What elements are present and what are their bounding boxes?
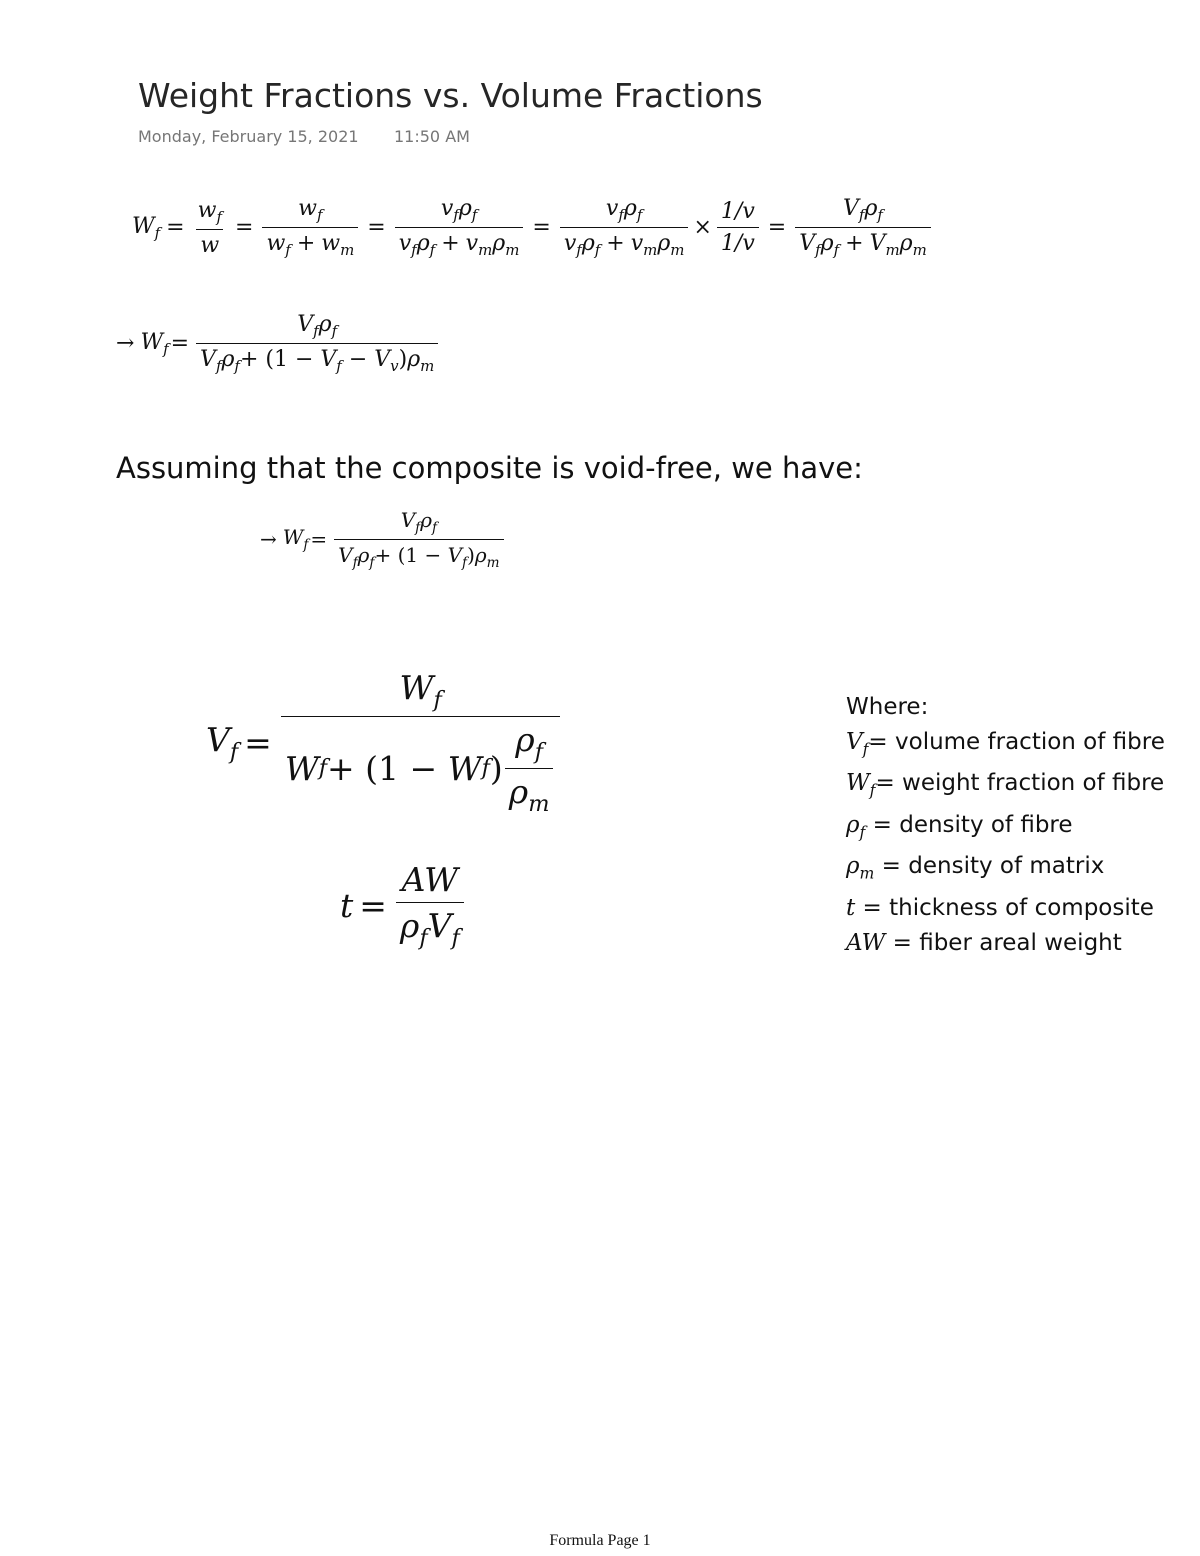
equation-thickness: t = $\frac{AW}{\rho_fV_f}$ <box>340 860 467 951</box>
page-time: 11:50 AM <box>394 127 470 146</box>
eq1-term2: $\frac{w_f}{w_f + w_m}$ <box>262 196 358 259</box>
eq1-term4: $\frac{v_f\rho_f}{v_f\rho_f + v_m\rho_m}$ <box>560 196 689 259</box>
eq1-term5: $\frac{V_f\rho_f}{V_f\rho_f + V_m\rho_m}$ <box>795 196 931 259</box>
eq4-fraction: $W_f$ W f + (1 − W f ) $\frac{\rho_f}{\rho_m}$ <box>281 668 561 817</box>
eq1-inverse-factor: $\frac{1/v}{1/v}$ <box>717 199 759 256</box>
eq3-fraction: $\frac{V_f\rho_f}{V_f\rho_f+ (1 - V_f)\rho_m}$ <box>334 508 503 571</box>
equals-sign: = <box>166 215 185 241</box>
arrow-icon: → <box>260 527 277 552</box>
eq4-density-ratio: $\frac{\rho_f}{\rho_m}$ <box>505 720 554 817</box>
equals-sign: = <box>532 215 551 241</box>
page-footer: Formula Page 1 <box>549 1532 651 1549</box>
symbol-legend <box>846 690 1165 961</box>
legend-item: $V_f=$ volume fraction of fibre <box>846 729 1165 759</box>
equation-volume-fraction: $V_f$ = $W_f$ W f + (1 − W f ) $\frac{\rho_f}{\rho_m}$ <box>206 668 563 817</box>
equals-sign: = <box>367 215 386 241</box>
eq1-term1: $\frac{w_f}{w}$ <box>197 197 222 258</box>
eq1-term3: $\frac{v_f\rho_f}{v_f\rho_f + v_m\rho_m}$ <box>395 196 524 259</box>
page-title: Weight Fractions vs. Volume Fractions <box>138 76 763 115</box>
assumption-text: Assuming that the composite is void-free, we have: <box>116 451 863 485</box>
legend-item: AW = fiber areal weight <box>846 929 1122 956</box>
equation-weight-fraction-derivation <box>132 196 934 259</box>
equation-weight-fraction-void-free: → $W_f$ = $\frac{V_f\rho_f}{V_f\rho_f+ (1 - V_f)\rho_m}$ <box>260 508 507 571</box>
legend-heading: Where: <box>846 694 929 720</box>
equals-sign: = <box>235 215 254 241</box>
times-sign: × <box>693 215 712 241</box>
equals-sign: = <box>767 215 787 241</box>
legend-item: $\rho_m$ = density of matrix <box>846 853 1105 883</box>
eq2-fraction: $\frac{V_f\rho_f}{V_f\rho_f+ (1 - V_f - V_v)\rho_m}$ <box>196 312 438 375</box>
legend-item: $W_f=$ weight fraction of fibre <box>846 770 1165 800</box>
page-date: Monday, February 15, 2021 <box>138 127 359 146</box>
eq5-fraction: $\frac{AW}{\rho_fV_f}$ <box>396 860 464 951</box>
eq1-lhs: $W_f$ <box>132 213 161 242</box>
legend-item: t = thickness of composite <box>846 894 1154 921</box>
legend-item: $\rho_f$ = density of fibre <box>846 811 1073 842</box>
arrow-icon: → <box>116 331 135 357</box>
equation-weight-fraction-with-voids: → $W_f$ = $\frac{V_f\rho_f}{V_f\rho_f+ (1 - V_f - V_v)\rho_m}$ <box>116 312 441 375</box>
